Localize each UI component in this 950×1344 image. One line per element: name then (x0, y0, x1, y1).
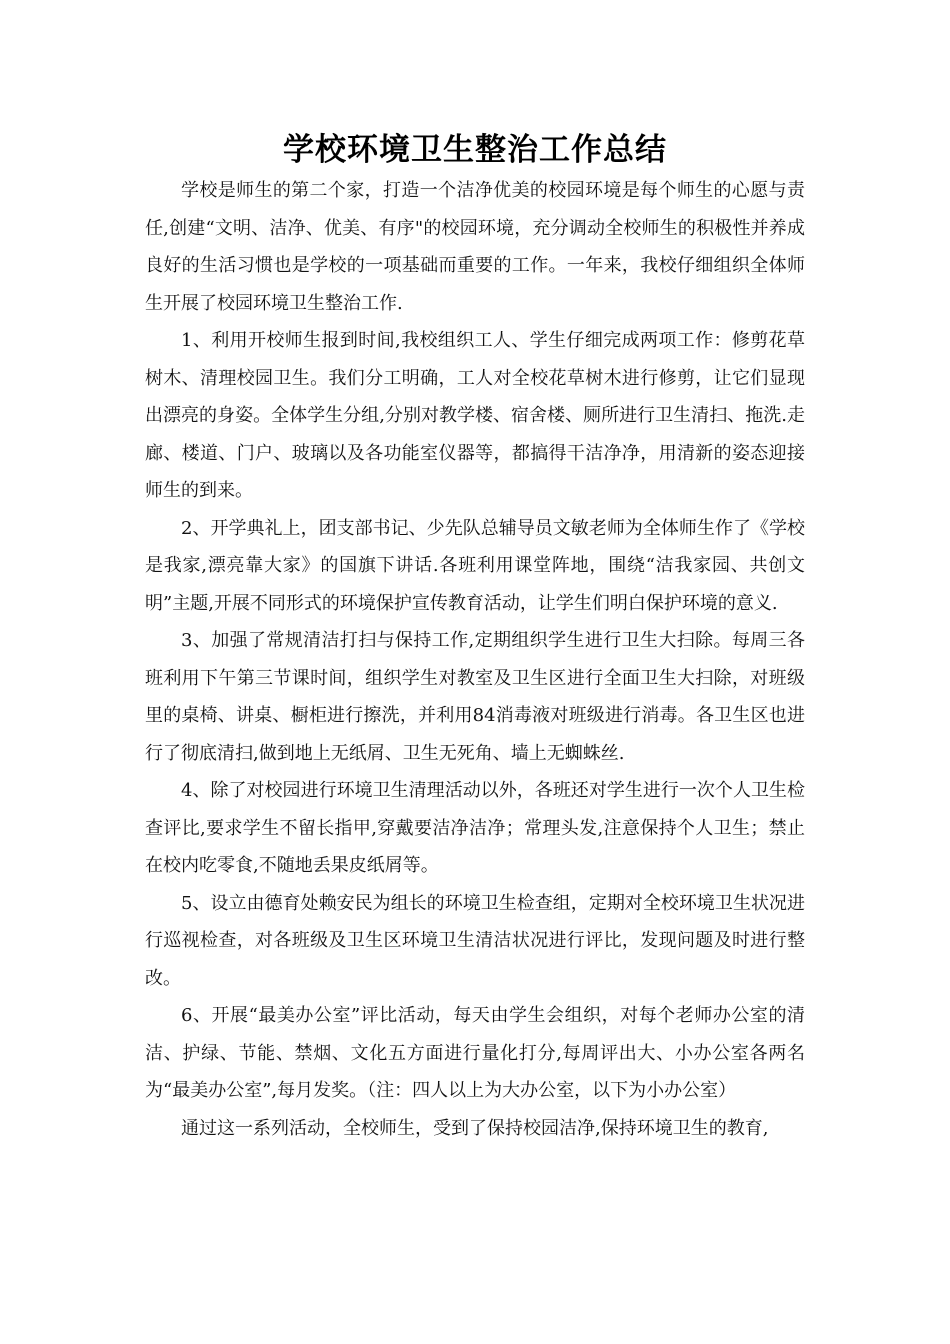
paragraph-item-6: 6、开展“最美办公室”评比活动，每天由学生会组织，对每个老师办公室的清洁、护绿、节能、禁烟、文化五方面进行量化打分,每周评出大、小办公室各两名为“最美办公室”,每月发奖。（注：四人以上为大办公室，以下为小办公室） (145, 1005, 805, 1101)
paragraph-item-5: 5、设立由德育处赖安民为组长的环境卫生检查组，定期对全校环境卫生状况进行巡视检查，对各班级及卫生区环境卫生清洁状况进行评比，发现问题及时进行整改。 (145, 892, 805, 989)
document-title: 学校环境卫生整治工作总结 (283, 132, 667, 168)
paragraph-item-2: 2、开学典礼上，团支部书记、少先队总辅导员文敏老师为全体师生作了《学校是我家,漂亮靠大家》的国旗下讲话.各班利用课堂阵地，围绕“洁我家园、共创文明”主题,开展不同形式的环境保护宣传教育活动，让学生们明白保护环境的意义. (145, 517, 805, 614)
paragraph-intro: 学校是师生的第二个家，打造一个洁净优美的校园环境是每个师生的心愿与责任,创建“文明、洁净、优美、有序"的校园环境，充分调动全校师生的积极性并养成良好的生活习惯也是学校的一项基础而重要的工作。一年来，我校仔细组织全体师生开展了校园环境卫生整治工作. (145, 180, 805, 314)
paragraph-item-1: 1、利用开校师生报到时间,我校组织工人、学生仔细完成两项工作：修剪花草树木、清理校园卫生。我们分工明确，工人对全校花草树木进行修剪，让它们显现出漂亮的身姿。全体学生分组,分别对教学楼、宿舍楼、厕所进行卫生清扫、拖洗.走廊、楼道、门户、玻璃以及各功能室仪器等，都搞得干洁净净，用清新的姿态迎接师生的到来。 (145, 330, 805, 501)
paragraph-item-3: 3、加强了常规清洁打扫与保持工作,定期组织学生进行卫生大扫除。每周三各班利用下午第三节课时间，组织学生对教室及卫生区进行全面卫生大扫除，对班级里的桌椅、讲桌、橱柜进行擦洗，并利用84消毒液对班级进行消毒。各卫生区也进行了彻底清扫,做到地上无纸屑、卫生无死角、墙上无蜘蛛丝. (145, 630, 805, 764)
paragraph-conclusion: 通过这一系列活动，全校师生，受到了保持校园洁净,保持环境卫生的教育, (181, 1117, 769, 1139)
paragraph-item-4: 4、除了对校园进行环境卫生清理活动以外，各班还对学生进行一次个人卫生检查评比,要求学生不留长指甲,穿戴要洁净洁净；常理头发,注意保持个人卫生；禁止在校内吃零食,不随地丢果皮纸屑等。 (145, 780, 805, 876)
